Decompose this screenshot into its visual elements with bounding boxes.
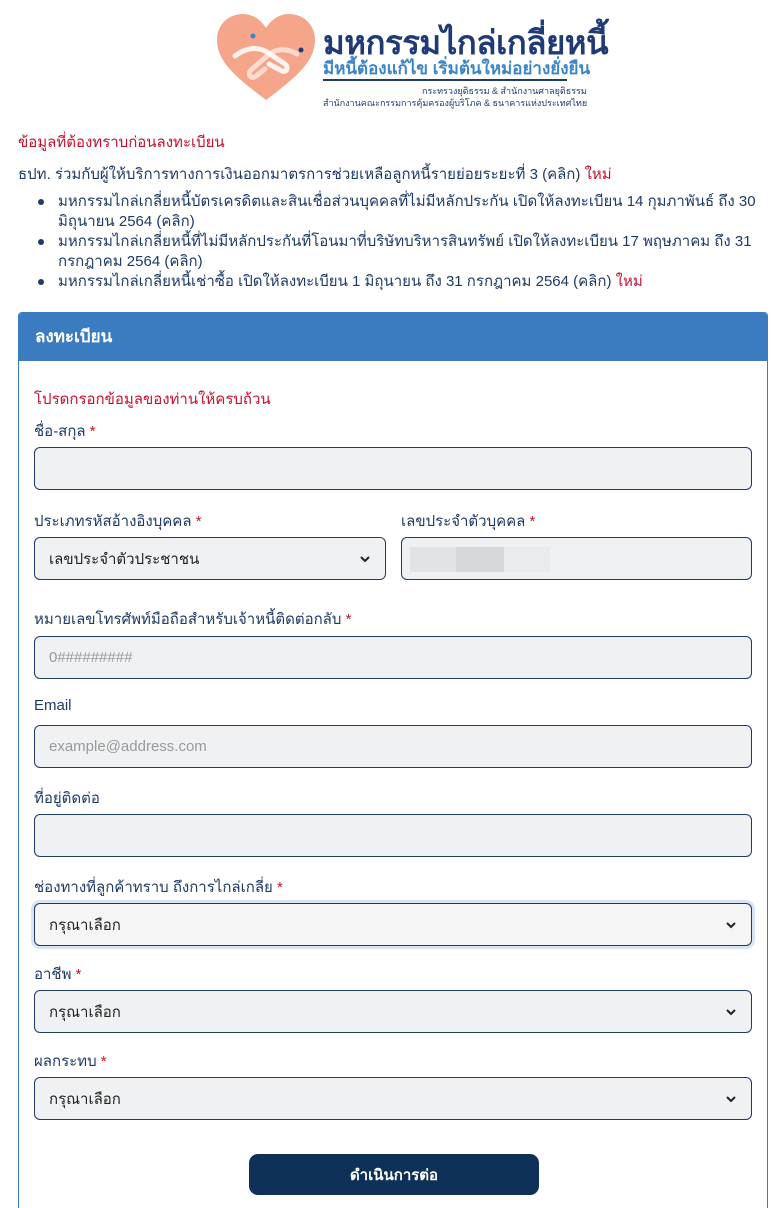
site-header (0, 0, 772, 118)
event-link-credit-card[interactable]: มหกรรมไกล่เกลี่ยหนี้บัตรเครดิตและสินเชื่อส่วนบุคคลที่ไม่มีหลักประกัน เปิดให้ลงทะเบียน 14 กุมภาพันธ์ ถึง 30 มิถุนายน 2564 (คลิก) (58, 193, 756, 230)
notice-heading: ข้อมูลที่ต้องทราบก่อนลงทะเบียน (18, 134, 225, 151)
id-type-label: ประเภทรหัสอ้างอิงบุคคล * (34, 513, 202, 530)
required-mark: * (89, 423, 96, 440)
card-title: ลงทะเบียน (19, 313, 767, 361)
redacted-value (410, 547, 550, 572)
form-intro: โปรดกรอกข้อมูลของท่านให้ครบถ้วน (34, 391, 271, 408)
notice-link-bot-measure[interactable] (18, 162, 612, 186)
logo-org-line-1: กระทรวงยุติธรรม & สำนักงานศาลยุติธรรม (422, 86, 587, 96)
required-mark: * (195, 513, 202, 530)
required-mark: * (75, 966, 82, 983)
chevron-down-icon (725, 919, 737, 931)
logo-title: มหกรรมไกล่เกลี่ยหนี้ (323, 24, 609, 61)
handshake-heart-logo-icon (215, 12, 317, 104)
required-mark: * (100, 1053, 107, 1070)
chevron-down-icon (725, 1006, 737, 1018)
id-type-selected: เลขประจำตัวประชาชน (49, 550, 200, 568)
email-input[interactable] (34, 725, 752, 768)
occupation-selected: กรุณาเลือก (49, 1003, 121, 1021)
address-label: ที่อยู่ติดต่อ (34, 790, 100, 807)
logo-org-line-2: สำนักงานคณะกรรมการคุ้มครองผู้บริโภค & ธนาคารแห่งประเทศไทย (323, 98, 588, 108)
id-type-select[interactable] (34, 537, 386, 580)
occupation-select[interactable] (34, 990, 752, 1033)
event-link-amc[interactable]: มหกรรมไกล่เกลี่ยหนี้ที่ไม่มีหลักประกันที่โอนมาที่บริษัทบริหารสินทรัพย์ เปิดให้ลงทะเบียน 17 พฤษภาคม ถึง 31 กรกฎาคม 2564 (คลิก) (58, 233, 752, 270)
impact-selected: กรุณาเลือก (49, 1090, 121, 1108)
list-item[interactable] (38, 272, 768, 292)
required-mark: * (345, 611, 352, 628)
list-item[interactable] (38, 232, 768, 272)
channel-label: ช่องทางที่ลูกค้าทราบ ถึงการไกล่เกลี่ย * (34, 879, 283, 896)
channel-select[interactable] (34, 903, 752, 946)
registration-card (18, 312, 768, 1208)
continue-button[interactable]: ดำเนินการต่อ (249, 1154, 539, 1195)
email-label: Email (34, 697, 72, 714)
impact-select[interactable] (34, 1077, 752, 1120)
required-mark: * (276, 879, 283, 896)
event-link-hire-purchase[interactable]: มหกรรมไกล่เกลี่ยหนี้เช่าซื้อ เปิดให้ลงทะเบียน 1 มิถุนายน ถึง 31 กรกฎาคม 2564 (คลิก) (58, 273, 612, 290)
id-number-label: เลขประจำตัวบุคคล * (401, 513, 536, 530)
list-item[interactable] (38, 192, 768, 232)
channel-selected: กรุณาเลือก (49, 916, 121, 934)
address-input[interactable] (34, 814, 752, 857)
name-input[interactable] (34, 447, 752, 490)
occupation-label: อาชีพ * (34, 966, 82, 983)
chevron-down-icon (725, 1093, 737, 1105)
phone-label: หมายเลขโทรศัพท์มือถือสำหรับเจ้าหนี้ติดต่อกลับ * (34, 611, 352, 628)
new-badge: ใหม่ (615, 273, 643, 290)
logo-subtitle: มีหนี้ต้องแก้ไข เริ่มต้นใหม่อย่างยั่งยืน (323, 59, 591, 78)
event-list (38, 192, 768, 292)
notice-line-text[interactable]: ธปท. ร่วมกับผู้ให้บริการทางการเงินออกมาตรการช่วยเหลือลูกหนี้รายย่อยระยะที่ 3 (คลิก) (18, 166, 581, 183)
new-badge: ใหม่ (584, 166, 612, 183)
chevron-down-icon (359, 553, 371, 565)
impact-label: ผลกระทบ * (34, 1053, 107, 1070)
logo-divider (323, 79, 567, 81)
name-label: ชื่อ-สกุล * (34, 423, 96, 440)
phone-input[interactable] (34, 636, 752, 679)
id-number-input[interactable] (401, 537, 752, 580)
required-mark: * (529, 513, 536, 530)
